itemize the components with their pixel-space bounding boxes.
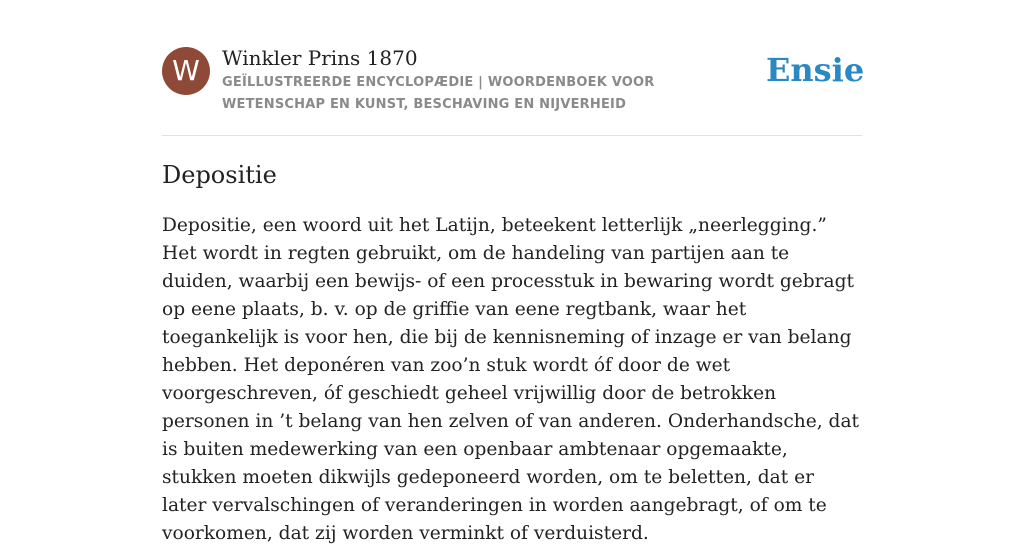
- source-subtitle: GEÏLLUSTREERDE ENCYCLOPÆDIE | WOORDENBOEK VOOR WETENSCHAP EN KUNST, BESCHAVING EN NIJVERHEID: [222, 75, 655, 112]
- source-header: [162, 46, 865, 116]
- source-avatar[interactable]: W: [162, 47, 210, 95]
- source-title[interactable]: Winkler Prins 1870: [222, 46, 418, 70]
- ensie-logo[interactable]: Ensie: [766, 51, 865, 89]
- header-divider: [162, 135, 862, 136]
- entry-title: Depositie: [162, 161, 277, 189]
- entry-body: Depositie, een woord uit het Latijn, beteekent letterlijk „neerlegging.” Het wordt in regten gebruikt, om de handeling van partijen aan te duiden, waarbij een bewijs- of een processtuk in bewaring wordt gebragt op eene plaats, b. v. op de griffie van eene regtbank, waar het toegankelijk is voor hen, die bij de kennisneming of inzage er van belang hebben. Het deponéren van zoo’n stuk wordt óf door de wet voorgeschreven, óf geschiedt geheel vrijwillig door de betrokken personen in ’t belang van hen zelven of van anderen. Onderhandsche, dat is buiten medewerking van een openbaar ambtenaar opgemaakte, stukken moeten dikwijls gedeponeerd worden, om te beletten, dat er later vervalschingen of veranderingen in worden aangebragt, of om te voorkomen, dat zij worden verminkt of verduisterd.: [162, 215, 860, 544]
